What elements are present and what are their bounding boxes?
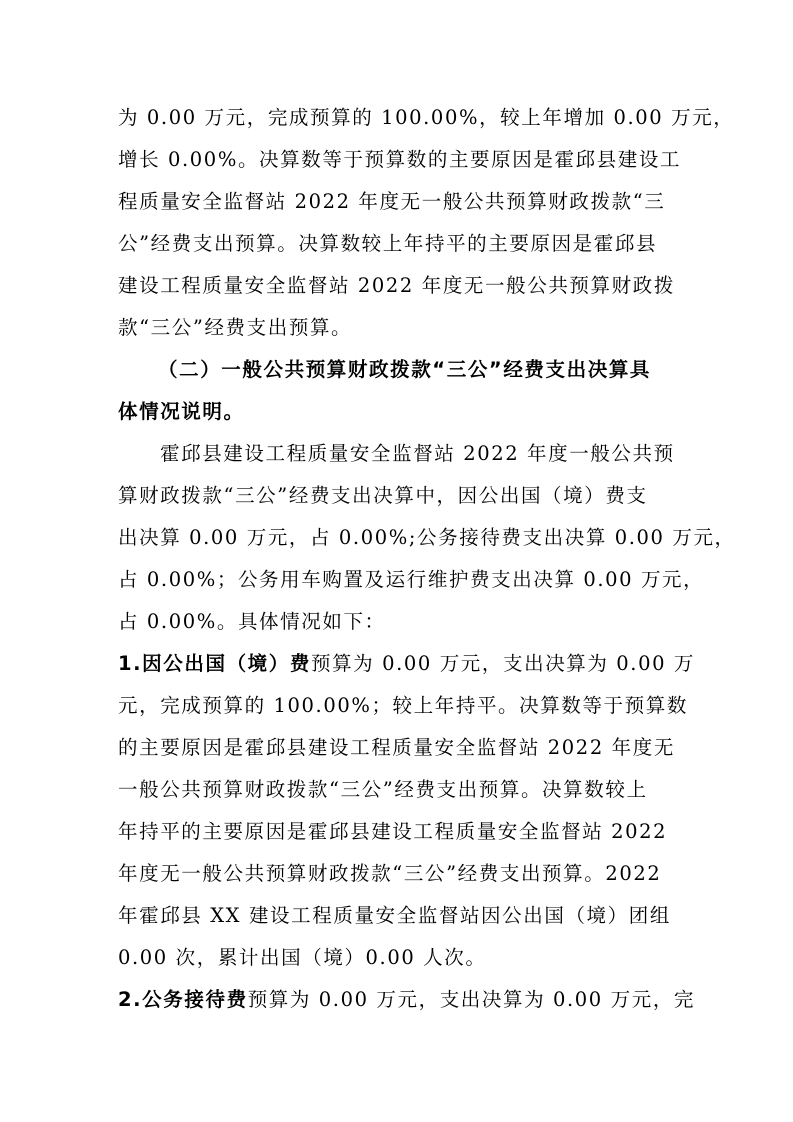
paragraph-line: [118, 650, 696, 678]
item-heading: 2.公务接待费: [118, 988, 248, 1011]
paragraph-line: 元，完成预算的 100.00%；较上年持平。决算数等于预算数: [118, 694, 688, 717]
paragraph-line: 出决算 0.00 万元，占 0.00%;公务接待费支出决算 0.00 万元，: [118, 526, 736, 549]
paragraph-line: 年度无一般公共预算财政拨款“三公”经费支出预算。2022: [118, 862, 662, 885]
paragraph-line: 公”经费支出预算。决算数较上年持平的主要原因是霍邱县: [118, 232, 658, 255]
paragraph-line: 为 0.00 万元，完成预算的 100.00%，较上年增加 0.00 万元，: [118, 106, 735, 129]
section-heading-continued: 体情况说明。: [118, 400, 245, 423]
paragraph-line: 程质量安全监督站 2022 年度无一般公共预算财政拨款“三: [118, 190, 666, 213]
paragraph-line: 占 0.00%；公务用车购置及运行维护费支出决算 0.00 万元，: [118, 568, 705, 591]
item-text: 预算为 0.00 万元，支出决算为 0.00 万元，完: [247, 988, 696, 1011]
item-text: 预算为 0.00 万元，支出决算为 0.00 万: [310, 652, 696, 675]
paragraph-line: 款“三公”经费支出预算。: [118, 316, 353, 339]
paragraph-line: 年霍邱县 XX 建设工程质量安全监督站因公出国（境）团组: [118, 904, 671, 927]
item-heading: 1.因公出国（境）费: [118, 652, 311, 675]
paragraph-line: 霍邱县建设工程质量安全监督站 2022 年度一般公共预: [160, 442, 675, 465]
paragraph-line: 0.00 次，累计出国（境）0.00 人次。: [118, 946, 487, 969]
paragraph-line: 一般公共预算财政拨款“三公”经费支出预算。决算数较上: [118, 778, 648, 801]
paragraph-line: 的主要原因是霍邱县建设工程质量安全监督站 2022 年度无: [118, 736, 675, 759]
paragraph-line: 建设工程质量安全监督站 2022 年度无一般公共预算财政拨: [118, 274, 675, 297]
paragraph-line: 算财政拨款“三公”经费支出决算中，因公出国（境）费支: [118, 484, 648, 507]
paragraph-line: 占 0.00%。具体情况如下：: [118, 610, 386, 633]
paragraph-line: 增长 0.00%。决算数等于预算数的主要原因是霍邱县建设工: [118, 148, 682, 171]
paragraph-line: 年持平的主要原因是霍邱县建设工程质量安全监督站 2022: [118, 820, 668, 843]
paragraph-line: [118, 986, 696, 1014]
section-heading: （二）一般公共预算财政拨款“三公”经费支出决算具: [158, 358, 652, 381]
